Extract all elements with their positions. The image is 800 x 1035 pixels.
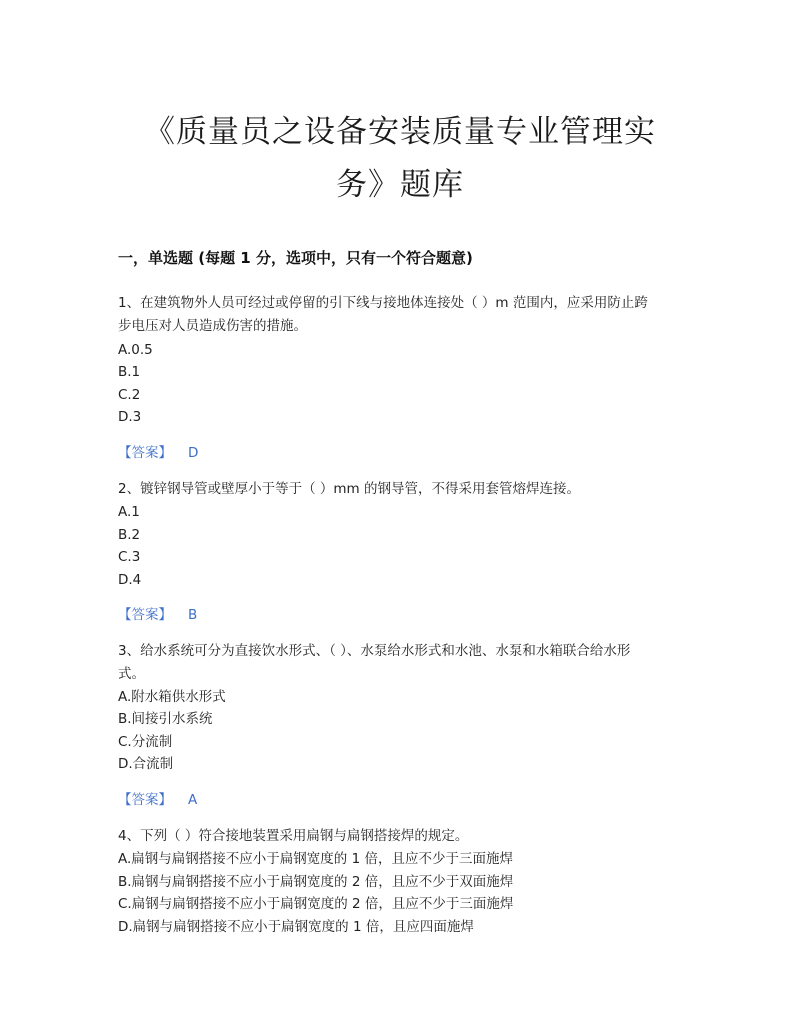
question-2-option-c: C.3 <box>118 549 141 565</box>
title-line-2: 务》题库 <box>336 167 464 203</box>
question-2-line-1: 2、镀锌钢导管或壁厚小于等于（ ）mm 的钢导管，不得采用套管熔焊连接。 <box>118 481 580 497</box>
question-1-option-b: B.1 <box>118 364 141 380</box>
question-4-option-b: B.扁钢与扁钢搭接不应小于扁钢宽度的 2 倍，且应不少于双面施焊 <box>118 874 514 890</box>
question-3-option-b: B.间接引水系统 <box>118 711 213 727</box>
question-4-option-c: C.扁钢与扁钢搭接不应小于扁钢宽度的 2 倍，且应不少于三面施焊 <box>118 896 514 912</box>
question-2-option-b: B.2 <box>118 527 141 543</box>
question-3-text <box>118 640 684 686</box>
question-1-line-1: 1、在建筑物外人员可经过或停留的引下线与接地体连接处（ ）m 范围内，应采用防止跨 <box>118 295 648 311</box>
answer-value: B <box>188 607 198 623</box>
question-3-option-c: C.分流制 <box>118 734 173 750</box>
question-1-option-a: A.0.5 <box>118 342 153 358</box>
section-heading: 一，单选题 (每题 1 分，选项中，只有一个符合题意) <box>118 249 473 267</box>
answer-label: 【答案】 <box>118 792 172 808</box>
question-4-option-a: A.扁钢与扁钢搭接不应小于扁钢宽度的 1 倍，且应不少于三面施焊 <box>118 851 513 867</box>
question-2-text <box>118 478 684 501</box>
question-2-option-a: A.1 <box>118 504 140 520</box>
document-title <box>100 106 700 212</box>
question-2-answer <box>118 605 197 625</box>
question-3-option-a: A.附水箱供水形式 <box>118 689 226 705</box>
answer-value: A <box>188 792 198 808</box>
question-3-line-2: 式。 <box>118 666 145 682</box>
question-3-answer <box>118 790 197 810</box>
answer-label: 【答案】 <box>118 445 172 461</box>
question-1-answer <box>118 443 198 463</box>
question-1-option-c: C.2 <box>118 387 141 403</box>
title-line-1: 《质量员之设备安装质量专业管理实 <box>144 114 656 150</box>
question-3-option-d: D.合流制 <box>118 756 174 772</box>
question-4-text <box>118 825 684 848</box>
question-4-line-1: 4、下列（ ）符合接地装置采用扁钢与扁钢搭接焊的规定。 <box>118 828 469 844</box>
answer-value: D <box>188 445 199 461</box>
question-2-option-d: D.4 <box>118 572 142 588</box>
answer-label: 【答案】 <box>118 607 172 623</box>
question-1-line-2: 步电压对人员造成伤害的措施。 <box>118 318 307 334</box>
question-1-text <box>118 292 684 338</box>
question-1-option-d: D.3 <box>118 409 142 425</box>
question-4-option-d: D.扁钢与扁钢搭接不应小于扁钢宽度的 1 倍，且应四面施焊 <box>118 919 474 935</box>
question-3-line-1: 3、给水系统可分为直接饮水形式、（ ）、水泵给水形式和水池、水泵和水箱联合给水形 <box>118 643 631 659</box>
